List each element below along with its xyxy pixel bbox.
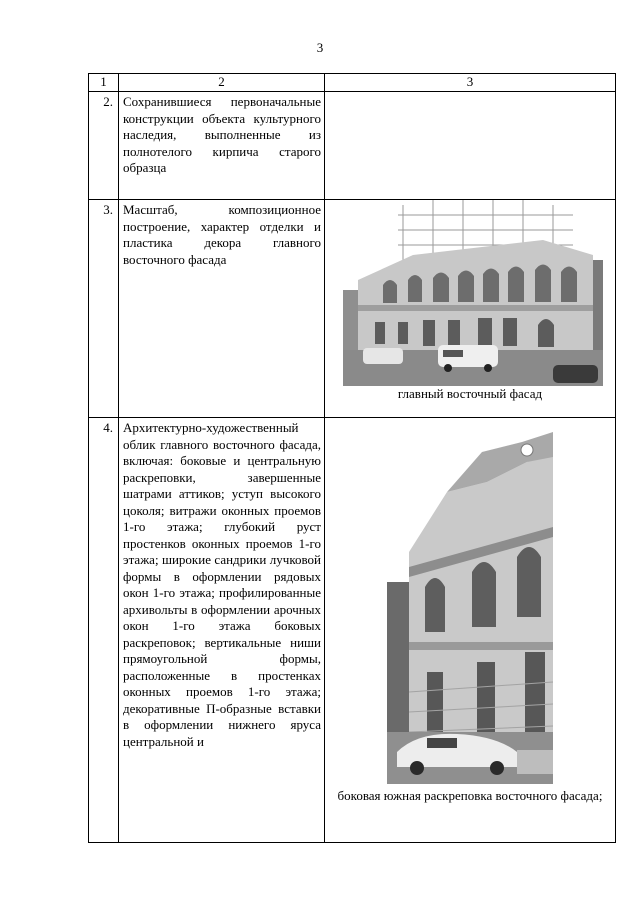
south-projection-photo: [387, 432, 553, 784]
row-image-cell: [325, 200, 616, 418]
row-description: Сохранившиеся первоначальные конструкции объекта культурного наследия, выполненные из полнотелого кирпича старого образца: [119, 92, 325, 200]
table-header-row: [89, 74, 616, 92]
row-image-cell: [325, 92, 616, 200]
row-number: 2.: [89, 92, 119, 200]
page-number: 3: [316, 40, 324, 55]
row-number: 4.: [89, 418, 119, 843]
main-east-facade-photo: [343, 200, 603, 386]
row-description: Масштаб, композиционное построение, характер отделки и пластика декора главного восточного фасада: [119, 200, 325, 418]
header-col-2: 2: [119, 74, 325, 92]
monument-features-table: [88, 73, 616, 843]
row-number: 3.: [89, 200, 119, 418]
table-row: [89, 92, 616, 200]
header-col-3: 3: [325, 74, 616, 92]
header-col-1: 1: [89, 74, 119, 92]
row-image-cell: [325, 418, 616, 843]
table-row: [89, 200, 616, 418]
image-caption: главный восточный фасад: [397, 386, 543, 401]
row-description: Архитектурно-художественный облик главного восточного фасада, включая: боковые и центральную раскреповки, завершенные шатрами аттиков; уступ высокого цоколя; витражи оконных проемов 1-го этажа; глубокий руст простенков оконных проемов 1-го этажа; широкие сандрики лучковой формы в оформлении рядовых окон 1-го этажа; профилированные архивольты в оформлении арочных окон 1-го этажа боковых раскреповок; вертикальные ниши прямоугольной формы, расположенные в простенках оконных проемов 1-го этажа; декоративные П-образные вставки в оформлении нижнего яруса центральной и: [119, 418, 325, 843]
table-row: [89, 418, 616, 843]
image-caption: боковая южная раскреповка восточного фасада;: [337, 788, 603, 803]
